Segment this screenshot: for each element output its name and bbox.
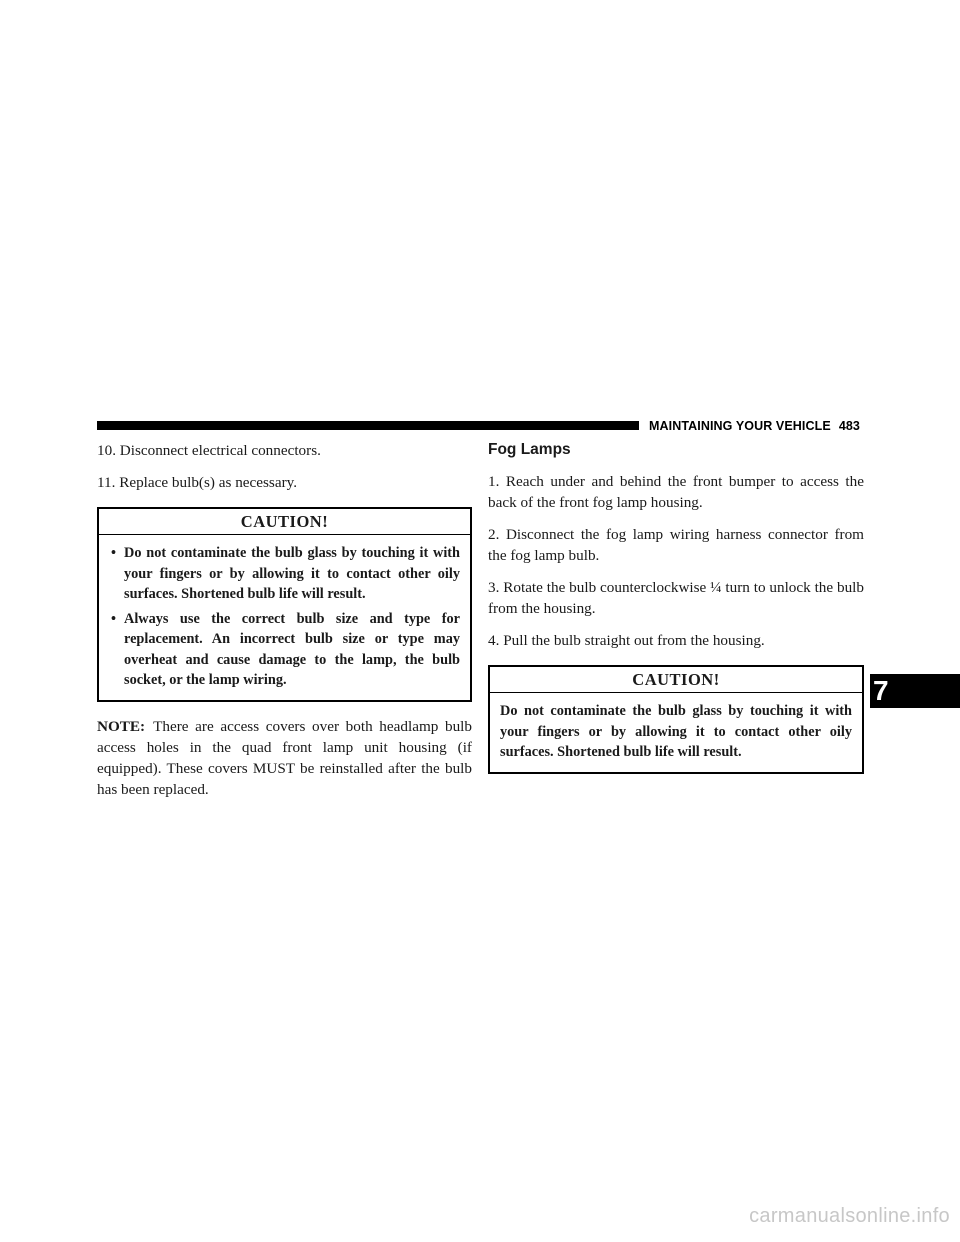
fog-step-3: 3. Rotate the bulb counterclockwise ¼ turn to unlock the bulb from the housing. (488, 579, 864, 617)
bullet-icon: • (111, 545, 117, 561)
section-title: MAINTAINING YOUR VEHICLE (649, 419, 831, 433)
header-rule (97, 421, 639, 430)
note-label: NOTE: (97, 717, 146, 735)
caution-title: CAUTION! (99, 509, 470, 535)
caution-body (99, 535, 470, 700)
fog-step-2: 2. Disconnect the fog lamp wiring harness connector from the fog lamp bulb. (488, 526, 864, 564)
caution-body (490, 693, 862, 772)
caution-bullet: • Always use the correct bulb size and type for replacement. An incorrect bulb size or type may overheat and cause damage to the lamp, the bulb socket, or the lamp wiring. (109, 609, 460, 691)
step-11: 11. Replace bulb(s) as necessary. (97, 474, 298, 491)
caution-text: Do not contaminate the bulb glass by touching it with your fingers or by allowing it to contact other oily surfaces. Shortened bulb life will result. (500, 703, 852, 760)
running-header (649, 416, 860, 436)
chapter-tab: 7 (870, 674, 960, 708)
page-number: 483 (838, 419, 860, 433)
right-column (488, 440, 864, 774)
step-10: 10. Disconnect electrical connectors. (97, 442, 321, 459)
note-text: There are access covers over both headlamp bulb access holes in the quad front lamp unit housing (if equipped). These covers MUST be reinstalled after the bulb has been replaced. (97, 717, 472, 798)
caution-bullet: • Do not contaminate the bulb glass by touching it with your fingers or by allowing it to contact other oily surfaces. Shortened bulb life will result. (109, 543, 460, 605)
caution-title: CAUTION! (490, 667, 862, 693)
caution-box-right (488, 665, 864, 774)
fog-step-4: 4. Pull the bulb straight out from the housing. (488, 632, 765, 649)
watermark: carmanualsonline.info (749, 1205, 950, 1227)
fog-step-1: 1. Reach under and behind the front bumper to access the back of the front fog lamp housing. (488, 473, 864, 511)
bullet-icon: • (111, 610, 117, 627)
section-heading: Fog Lamps (488, 441, 571, 458)
caution-box-left (97, 507, 472, 702)
note-paragraph (97, 716, 472, 800)
left-column (97, 440, 472, 800)
